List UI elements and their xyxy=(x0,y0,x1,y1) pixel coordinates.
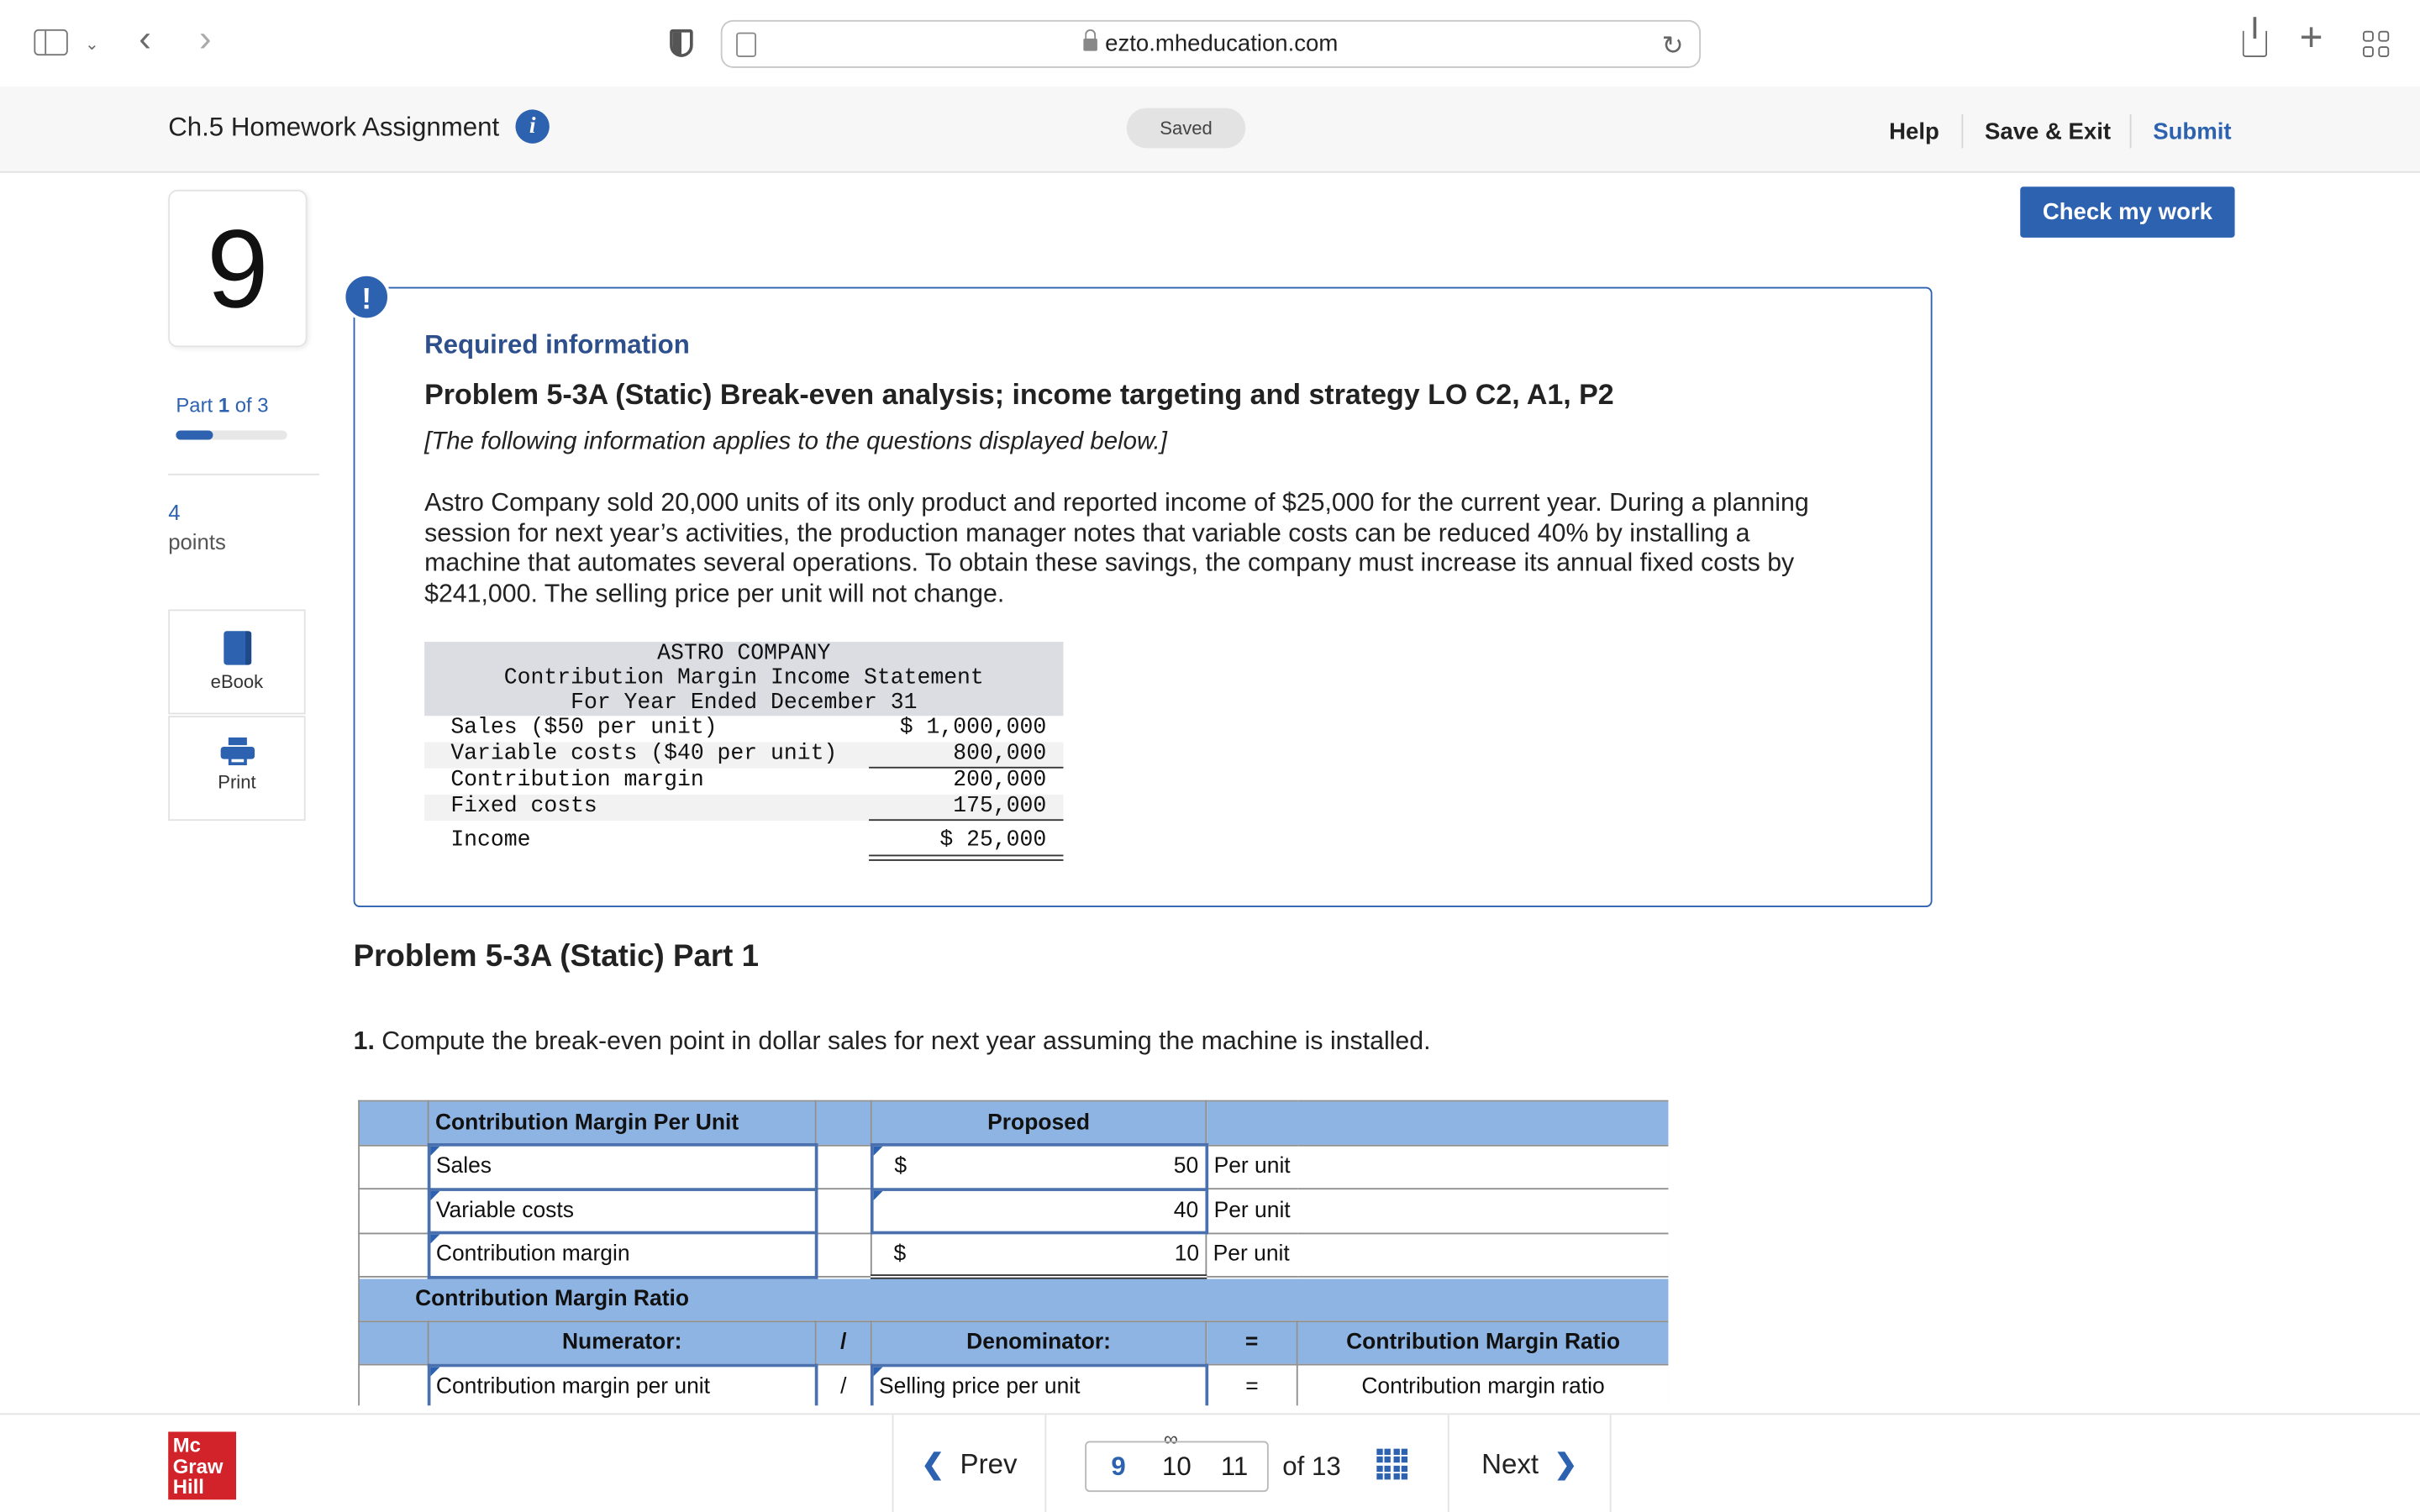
part-progress-fill xyxy=(176,430,213,439)
question-text: 1. Compute the break-even point in dollar sales for next year assuming the machine is installed. xyxy=(353,1027,1431,1056)
scenario-text: Astro Company sold 20,000 units of its only product and reported income of $25,000 for the current year. During a planning session for next year’s activities, the production manager notes that variable costs can be reduced 40% by installing a machine that automates several operations. To obtain these savings, the company must increase its annual fixed costs by $241,000. The selling price per unit will not change. xyxy=(424,489,1809,608)
variable-costs-label-input[interactable]: Variable costs xyxy=(429,1189,816,1232)
table-row xyxy=(359,1145,1668,1189)
info-icon[interactable]: i xyxy=(515,109,549,143)
divide-symbol: / xyxy=(816,1320,871,1364)
denominator-input[interactable]: Selling price per unit xyxy=(871,1365,1207,1406)
required-info-heading: Required information xyxy=(424,330,690,360)
table-row xyxy=(359,1100,1668,1144)
worksheet xyxy=(358,1100,1668,1406)
back-arrow-icon[interactable]: ‹ xyxy=(139,18,151,60)
statement-company: ASTRO COMPANY xyxy=(657,642,831,667)
chevron-down-icon[interactable]: ⌄ xyxy=(85,35,99,55)
unit-label: Per unit xyxy=(1206,1233,1668,1277)
address-bar[interactable] xyxy=(721,20,1701,68)
header-divider xyxy=(2130,114,2132,148)
ebook-label: eBook xyxy=(210,670,264,693)
page-10[interactable]: 10 xyxy=(1162,1452,1192,1482)
ratio-result: Contribution margin ratio xyxy=(1297,1365,1669,1406)
save-exit-button[interactable]: Save & Exit xyxy=(1984,118,2112,145)
url-text: ezto.mheducation.com xyxy=(723,31,1700,57)
page-11[interactable]: 11 xyxy=(1220,1452,1249,1482)
print-button[interactable] xyxy=(168,716,305,821)
check-my-work-button[interactable]: Check my work xyxy=(2020,186,2234,238)
cm-ratio-column-header: Contribution Margin Ratio xyxy=(1297,1320,1669,1364)
variable-costs-amount-input[interactable]: 40 xyxy=(871,1189,1207,1232)
cm-per-unit-header: Contribution Margin Per Unit xyxy=(429,1100,816,1144)
statement-title: Contribution Margin Income Statement xyxy=(503,666,984,691)
table-row xyxy=(359,1189,1668,1232)
statement-period: For Year Ended December 31 xyxy=(571,690,918,717)
new-tab-icon[interactable]: + xyxy=(2299,13,2323,60)
shield-icon[interactable] xyxy=(670,29,693,57)
assignment-title: Ch.5 Homework Assignment xyxy=(168,113,500,142)
points-value: 4 xyxy=(168,500,181,525)
link-icon: ∞ xyxy=(1163,1426,1178,1451)
chevron-left-icon: ❮ xyxy=(921,1448,945,1480)
statement-header xyxy=(424,642,1063,716)
saved-status-badge: Saved xyxy=(1127,108,1245,149)
sales-amount-input[interactable]: $ 50 xyxy=(871,1145,1207,1189)
question-number: 9 xyxy=(168,190,307,347)
sidebar-toggle-icon[interactable] xyxy=(34,29,67,55)
book-icon xyxy=(223,631,250,664)
chevron-right-icon: ❯ xyxy=(1554,1448,1578,1480)
income-statement xyxy=(424,642,1063,861)
help-button[interactable]: Help xyxy=(1889,118,1939,145)
divide-symbol: / xyxy=(816,1365,871,1406)
unit-label: Per unit xyxy=(1206,1145,1668,1189)
applies-note: [The following information applies to the questions displayed below.] xyxy=(424,428,1167,455)
statement-row: Fixed costs 175,000 xyxy=(424,795,1063,821)
points-label: points xyxy=(168,528,226,554)
numerator-input[interactable]: Contribution margin per unit xyxy=(429,1365,816,1406)
numerator-header: Numerator: xyxy=(429,1320,816,1364)
table-row xyxy=(359,1233,1668,1277)
table-row xyxy=(359,1365,1668,1406)
forward-arrow-icon[interactable]: › xyxy=(198,18,212,60)
part-title: Problem 5-3A (Static) Part 1 xyxy=(353,939,760,974)
reload-icon[interactable]: ↻ xyxy=(1661,30,1684,60)
sales-label-input[interactable]: Sales xyxy=(429,1145,816,1189)
cm-ratio-section-header: Contribution Margin Ratio xyxy=(359,1277,1668,1320)
page-9[interactable]: 9 xyxy=(1111,1452,1126,1482)
problem-title: Problem 5-3A (Static) Break-even analysis; income targeting and strategy LO C2, A1, P2 xyxy=(424,377,1614,411)
next-button[interactable]: Next ❯ xyxy=(1448,1415,1612,1512)
alert-icon: ! xyxy=(343,273,391,321)
equals-symbol: = xyxy=(1206,1320,1297,1364)
sidebar-divider xyxy=(168,474,319,475)
page-selector[interactable] xyxy=(1085,1441,1269,1492)
mcgraw-hill-logo: Mc Graw Hill xyxy=(168,1431,236,1499)
browser-toolbar xyxy=(0,0,2420,87)
printer-icon xyxy=(220,738,254,765)
statement-row: Variable costs ($40 per unit) 800,000 xyxy=(424,742,1063,768)
page-total: of 13 xyxy=(1282,1452,1341,1482)
submit-button[interactable]: Submit xyxy=(2153,118,2232,145)
prev-button[interactable]: ❮ Prev xyxy=(892,1415,1047,1512)
grid-view-icon[interactable] xyxy=(1376,1449,1407,1480)
proposed-header: Proposed xyxy=(871,1100,1207,1144)
share-icon[interactable] xyxy=(2243,31,2267,57)
contribution-margin-amount: $ 10 xyxy=(871,1233,1207,1277)
lock-icon xyxy=(1083,39,1097,51)
contribution-margin-label-input[interactable]: Contribution margin xyxy=(429,1233,816,1277)
statement-row: Sales ($50 per unit) $ 1,000,000 xyxy=(450,716,1047,741)
ebook-button[interactable] xyxy=(168,609,305,714)
denominator-header: Denominator: xyxy=(871,1320,1207,1364)
print-label: Print xyxy=(218,771,256,794)
footer-nav xyxy=(0,1413,2420,1512)
equals-symbol: = xyxy=(1206,1365,1297,1406)
table-row xyxy=(359,1277,1668,1320)
table-row xyxy=(359,1320,1668,1364)
assignment-header xyxy=(0,87,2420,173)
statement-row: Income $ 25,000 xyxy=(424,821,1063,861)
header-divider xyxy=(1961,114,1963,148)
unit-label: Per unit xyxy=(1206,1189,1668,1232)
part-indicator: Part 1 of 3 xyxy=(176,393,269,417)
statement-row: Contribution margin 200,000 xyxy=(450,768,1047,794)
tab-overview-icon[interactable] xyxy=(2363,31,2389,57)
